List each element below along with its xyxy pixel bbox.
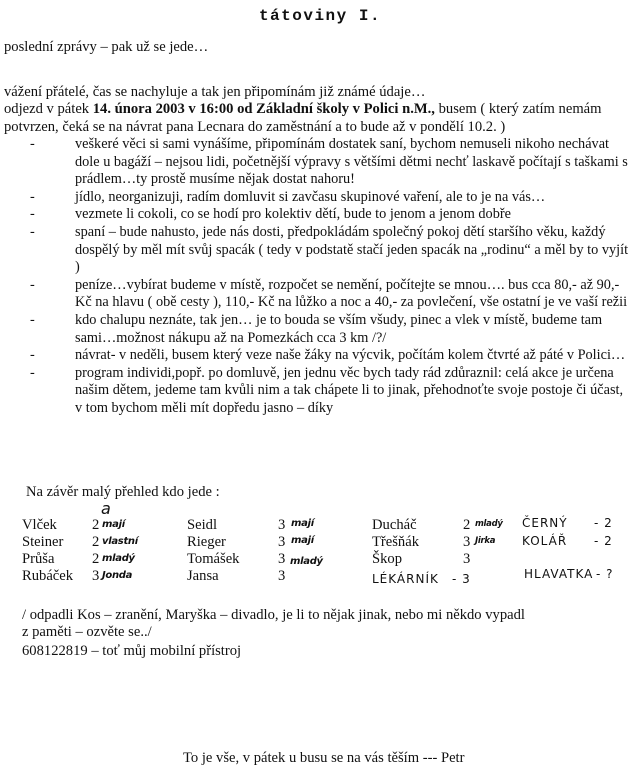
roster-note: mladý <box>102 553 135 564</box>
roster-count: 2 <box>92 551 100 567</box>
roster-count: 3 <box>463 534 471 550</box>
roster-name: ČERNÝ <box>522 516 568 530</box>
list-item: - spaní – bude nahusto, jede nás dosti, předpokládám společný pokoj dětí staršího věku, každý dospělý by měl mít svůj spacák ( tedy v podstatě stačí jeden spacák na „rodinu“ a měl by to vyjít ) <box>0 224 632 277</box>
list-item: - vezmete li cokoli, co se hodí pro kolektiv dětí, bude to jenom a jenom dobře <box>0 206 632 224</box>
roster-name: Škop <box>372 551 403 567</box>
roster-name: LÉKÁRNÍK <box>372 572 439 586</box>
roster-name: Rieger <box>187 534 226 550</box>
list-item: - program individi,popř. po domluvě, jen jednu věc bych tady rád zdůraznil: celá akce je určena našim dětem, jedeme tam kvůli nim a tak chápete li to jinak, přehodnoťte svoje postoje či účast, v tom bychom měli mít dopředu jasno – díky <box>0 365 632 418</box>
roster-note: vlastní <box>102 536 138 547</box>
closing-line: To je vše, v pátek u busu se na vás těším --- Petr <box>183 750 465 766</box>
roster-count: - 2 <box>594 516 613 530</box>
list-item: - peníze…vybírat budeme v místě, rozpočet se nemění, počítejte se mnou…. bus cca 80,- až 90,- Kč na hlavu ( obě cesty ), 110,- Kč na lůžko a noc a 40,- za povlečení, vše ostatní je ve vaší režii <box>0 277 632 312</box>
roster-name: Vlček <box>22 517 57 533</box>
list-item: - návrat- v neděli, busem který veze naše žáky na výcvik, počítám kolem čtvrté až páté v Polici… <box>0 347 632 365</box>
dropped-line-2: z paměti – ozvěte se../ <box>22 624 152 640</box>
roster-note: mají <box>291 518 314 529</box>
info-list <box>0 136 632 418</box>
departure-prefix: odjezd v pátek <box>4 101 93 117</box>
roster-count: 3 <box>278 568 286 584</box>
roster-count: 3 <box>278 517 286 533</box>
roster-name: Třešňák <box>372 534 420 550</box>
roster-note: mají <box>102 519 125 530</box>
list-item: - jídlo, neorganizuji, radím domluvit si zavčasu skupinové vaření, ale to je na vás… <box>0 189 632 207</box>
roster-count: 3 <box>92 568 100 584</box>
dropped-line-1: / odpadli Kos – zranění, Maryška – divadlo, je li to nějak jinak, nebo mi někdo vypadl <box>22 607 525 623</box>
list-item: - kdo chalupu neznáte, tak jen… je to bouda se vším všudy, pinec a vlek v místě, budeme tam sami…možnost nákupu až na Pomezkách cca 3 km /?/ <box>0 312 632 347</box>
handwritten-a: a <box>101 499 111 518</box>
roster-note: Jirka <box>475 536 496 546</box>
greeting-line: vážení přátelé, čas se nachyluje a tak jen připomínám již známé údaje… <box>4 84 426 100</box>
roster-name: Průša <box>22 551 55 567</box>
overview-heading: Na závěr malý přehled kdo jede : <box>26 484 220 500</box>
roster-name: Tomášek <box>187 551 240 567</box>
page-title: tátoviny I. <box>258 7 382 25</box>
roster-count: 3 <box>278 534 286 550</box>
roster-count: 3 <box>278 551 286 567</box>
roster-note: mladý <box>290 556 323 567</box>
list-item: - veškeré věci si sami vynášíme, připomínám dostatek saní, bychom nemuseli nikoho nechávat dole u bagáží – nejsou lidi, početnější výpravy s většími dětmi nechť laskavě počítají s taškami s prádlem…ty prostě musíme nějak dostat nahoru! <box>0 136 632 189</box>
roster-name: Ducháč <box>372 517 417 533</box>
departure-paragraph <box>4 101 630 136</box>
departure-suffix: busem ( který zatím nemám potvrzen, čeká se na návrat pana Lecnara do zaměstnání a to bude až v pondělí 10.2. ) <box>4 101 602 135</box>
phone-line: 608122819 – toť můj mobilní přístroj <box>22 643 242 659</box>
roster-note: mají <box>291 535 314 546</box>
roster-note: mladý <box>475 519 503 529</box>
roster-name: Seidl <box>187 517 217 533</box>
roster-name: HLAVATKA <box>524 567 594 581</box>
roster-name: Steiner <box>22 534 64 550</box>
roster-name: Rubáček <box>22 568 74 584</box>
roster-count: 3 <box>463 551 471 567</box>
departure-date-place: 14. února 2003 v 16:00 od Základní školy v Polici n.M., <box>92 101 435 117</box>
roster-name: KOLÁŘ <box>522 534 568 548</box>
roster-count: 2 <box>92 517 100 533</box>
intro-line: poslední zprávy – pak už se jede… <box>4 39 209 55</box>
roster-count: - ? <box>596 567 614 581</box>
roster-count: 2 <box>92 534 100 550</box>
roster-count: - 3 <box>452 572 471 586</box>
roster-count: - 2 <box>594 534 613 548</box>
roster-count: 2 <box>463 517 471 533</box>
roster-note: Jonda <box>102 570 133 581</box>
roster-name: Jansa <box>187 568 219 584</box>
